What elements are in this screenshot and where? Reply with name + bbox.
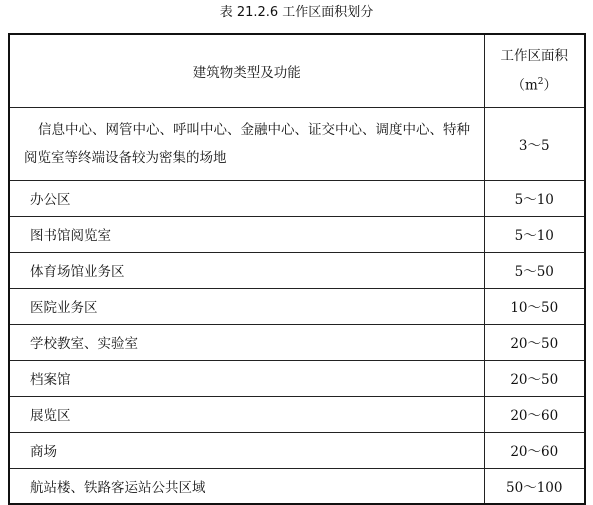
function-cell: 航站楼、铁路客运站公共区域 bbox=[9, 468, 484, 504]
table-row bbox=[9, 180, 585, 216]
function-cell: 办公区 bbox=[9, 180, 484, 216]
function-cell: 学校教室、实验室 bbox=[9, 324, 484, 360]
table-header-row bbox=[9, 34, 585, 107]
table-row bbox=[9, 107, 585, 180]
header-area-title: 工作区面积 bbox=[500, 48, 568, 64]
table-row bbox=[9, 216, 585, 252]
function-cell: 医院业务区 bbox=[9, 288, 484, 324]
area-cell: 3～5 bbox=[484, 107, 585, 180]
area-cell: 5～10 bbox=[484, 216, 585, 252]
table-row bbox=[9, 396, 585, 432]
function-cell: 档案馆 bbox=[9, 360, 484, 396]
area-cell: 5～50 bbox=[484, 252, 585, 288]
table-row bbox=[9, 288, 585, 324]
header-function: 建筑物类型及功能 bbox=[9, 34, 484, 107]
area-cell: 5～10 bbox=[484, 180, 585, 216]
area-cell: 50～100 bbox=[484, 468, 585, 504]
area-cell: 10～50 bbox=[484, 288, 585, 324]
area-cell: 20～50 bbox=[484, 324, 585, 360]
function-cell: 图书馆阅览室 bbox=[9, 216, 484, 252]
function-cell: 体育场馆业务区 bbox=[9, 252, 484, 288]
function-cell: 商场 bbox=[9, 432, 484, 468]
table-row bbox=[9, 252, 585, 288]
table-row bbox=[9, 324, 585, 360]
table-row bbox=[9, 468, 585, 504]
area-cell: 20～50 bbox=[484, 360, 585, 396]
table-row bbox=[9, 432, 585, 468]
function-cell: 信息中心、网管中心、呼叫中心、金融中心、证交中心、调度中心、特种阅览室等终端设备较为密集的场地 bbox=[9, 107, 484, 180]
function-cell: 展览区 bbox=[9, 396, 484, 432]
area-cell: 20～60 bbox=[484, 432, 585, 468]
table-caption: 表 21.2.6 工作区面积划分 bbox=[219, 5, 374, 20]
table-row bbox=[9, 360, 585, 396]
area-cell: 20～60 bbox=[484, 396, 585, 432]
header-area bbox=[484, 34, 585, 107]
work-area-table bbox=[8, 33, 586, 505]
header-area-unit: $(m^2)$ bbox=[511, 77, 558, 94]
